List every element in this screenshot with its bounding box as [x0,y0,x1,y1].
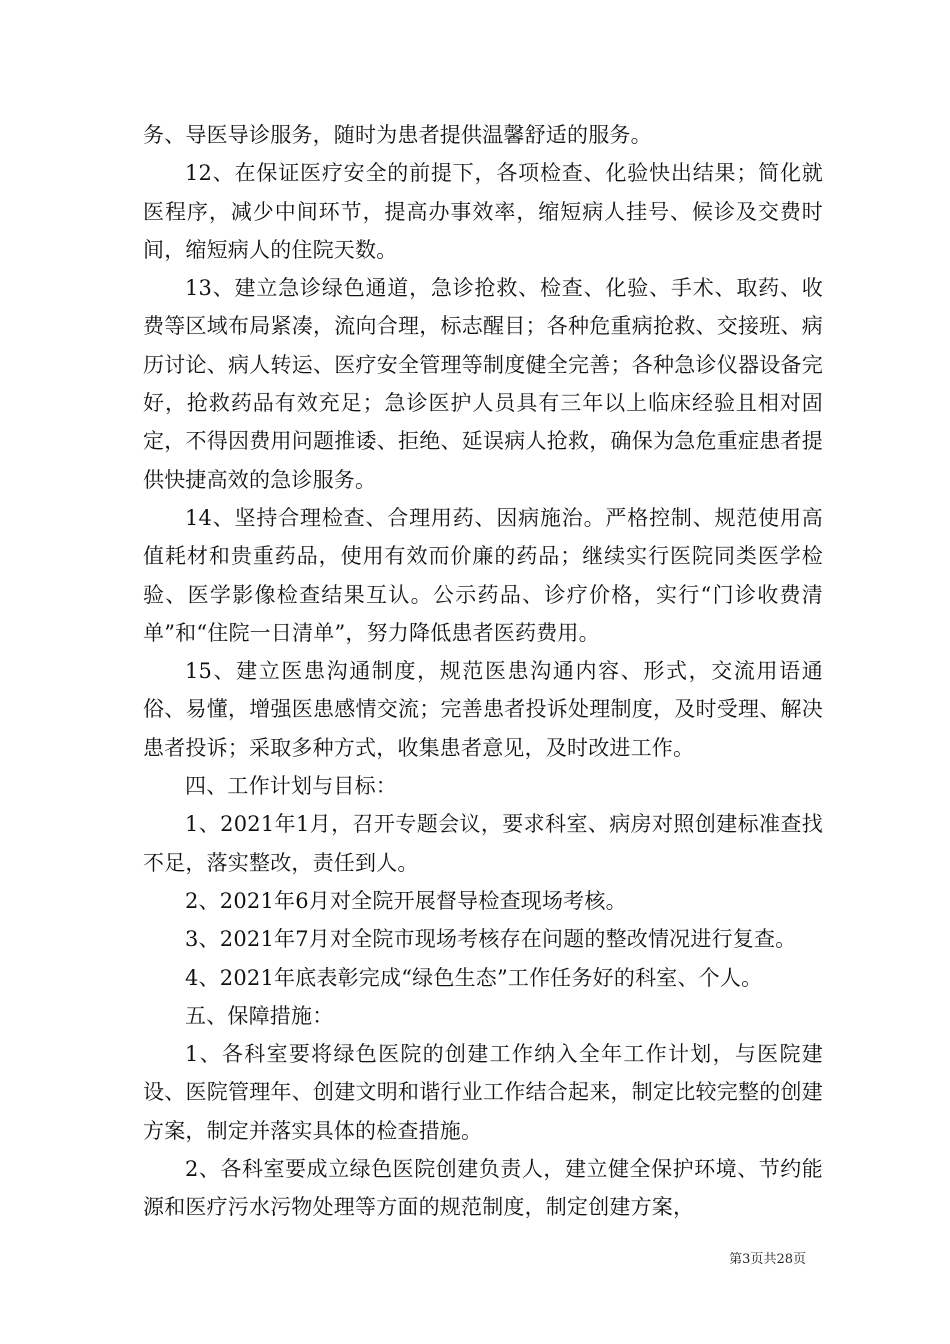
paragraph: 14、坚持合理检查、合理用药、因病施治。严格控制、规范使用高值耗材和贵重药品，使用有效而价廉的药品；继续实行医院同类医学检验、医学影像检查结果互认。公示药品、诊疗价格，实行“门诊收费清单”和“住院一日清单”，努力降低患者医药费用。 [143,505,823,645]
paragraph: 4、2021年底表彰完成“绿色生态”工作任务好的科室、个人。 [185,965,763,990]
paragraph: 12、在保证医疗安全的前提下，各项检查、化验快出结果；简化就医程序，减少中间环节，提高办事效率，缩短病人挂号、候诊及交费时间，缩短病人的住院天数。 [143,161,823,262]
paragraph: 1、2021年1月，召开专题会议，要求科室、病房对照创建标准查找不足，落实整改，责任到人。 [143,812,823,875]
document-body [143,116,823,1227]
paragraph: 2、各科室要成立绿色医院创建负责人，建立健全保护环境、节约能源和医疗污水污物处理等方面的规范制度，制定创建方案， [143,1157,823,1220]
paragraph: 3、2021年7月对全院市现场考核存在问题的整改情况进行复查。 [185,927,797,952]
section-heading: 五、保障措施： [185,1003,334,1028]
paragraph: 1、各科室要将绿色医院的创建工作纳入全年工作计划，与医院建设、医院管理年、创建文明和谐行业工作结合起来，制定比较完整的创建方案，制定并落实具体的检查措施。 [143,1042,823,1143]
paragraph: 15、建立医患沟通制度，规范医患沟通内容、形式，交流用语通俗、易懂，增强医患感情交流；完善患者投诉处理制度，及时受理、解决患者投诉；采取多种方式，收集患者意见，及时改进工作。 [143,659,823,760]
paragraph: 2、2021年6月对全院开展督导检查现场考核。 [185,888,627,913]
paragraph: 务、导医导诊服务，随时为患者提供温馨舒适的服务。 [143,123,652,147]
page-number: 第3页共28页 [729,1252,806,1267]
section-heading: 四、工作计划与目标： [185,774,397,799]
paragraph: 13、建立急诊绿色通道，急诊抢救、检查、化验、手术、取药、收费等区域布局紧凑，流向合理，标志醒目；各种危重病抢救、交接班、病历讨论、病人转运、医疗安全管理等制度健全完善；各种急诊仪器设备完好，抢救药品有效充足；急诊医护人员具有三年以上临床经验且相对固定，不得因费用问题推诿、拒绝、延误病人抢救，确保为急危重症患者提供快捷高效的急诊服务。 [143,276,823,492]
